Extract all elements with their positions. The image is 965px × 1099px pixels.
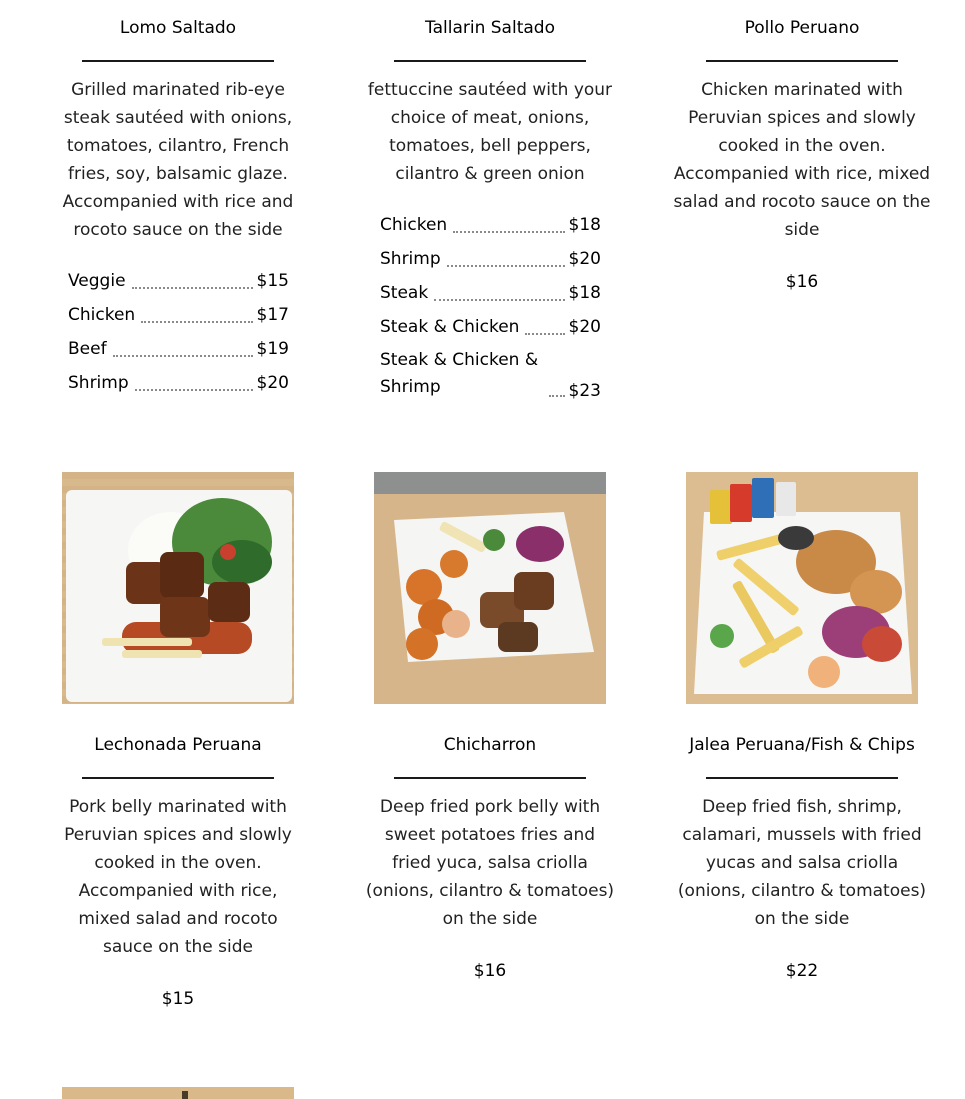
option-name: Steak [380, 283, 429, 303]
pork-plate-photo [62, 472, 294, 704]
item-description: Deep fried fish, shrimp, calamari, mussels with fried yucas and salsa criolla (onions, cilantro & tomatoes) on the side [677, 797, 927, 929]
price-row [68, 335, 289, 369]
price-row [68, 267, 289, 301]
option-name: Veggie [68, 271, 126, 291]
item-price: $16 [785, 272, 819, 292]
title-divider [82, 777, 274, 779]
price-row [68, 301, 289, 335]
item-title: Lomo Saltado [119, 18, 237, 38]
title-divider [394, 60, 586, 62]
chicharron-plate-photo [374, 472, 606, 704]
option-name: Steak & Chicken & Shrimp [380, 350, 539, 397]
next-dish-photo [62, 1087, 294, 1099]
option-price: $20 [256, 373, 289, 393]
price-list-tallarin-saltado [380, 211, 601, 401]
option-price: $15 [256, 271, 289, 291]
item-title: Tallarin Saltado [425, 18, 555, 38]
menu-item-tallarin-saltado [364, 18, 616, 188]
menu-item-pollo-peruano [670, 18, 934, 292]
price-row [380, 279, 601, 313]
dot-leader [549, 383, 565, 397]
menu-item-chicharron [364, 735, 616, 981]
menu-item-jalea-peruana [670, 735, 934, 981]
option-price: $18 [568, 283, 601, 303]
item-title: Chicharron [443, 735, 537, 755]
option-name: Chicken [380, 215, 448, 235]
item-description: Chicken marinated with Peruvian spices and slowly cooked in the oven. Accompanied with rice, mixed salad and rocoto sauce on the side [673, 80, 931, 240]
dot-leader [447, 253, 565, 267]
menu-item-lomo-saltado [52, 18, 304, 244]
item-title: Jalea Peruana/Fish & Chips [689, 735, 915, 755]
dot-leader [135, 377, 253, 391]
item-price: $22 [785, 961, 819, 981]
item-description: Pork belly marinated with Peruvian spices and slowly cooked in the oven. Accompanied with rice, mixed salad and rocoto sauce on the side [64, 797, 292, 957]
dot-leader [113, 343, 253, 357]
option-price: $17 [256, 305, 289, 325]
option-price: $18 [568, 215, 601, 235]
item-title: Lechonada Peruana [94, 735, 262, 755]
jalea-plate-photo [686, 472, 918, 704]
option-name: Shrimp [380, 249, 441, 269]
dot-leader [434, 287, 564, 301]
option-price: $20 [568, 249, 601, 269]
price-row [380, 313, 601, 347]
title-divider [706, 777, 898, 779]
menu-item-lechonada-peruana [52, 735, 304, 1009]
item-description: Deep fried pork belly with sweet potatoes fries and fried yuca, salsa criolla (onions, cilantro & tomatoes) on the side [365, 797, 615, 929]
option-name: Beef [68, 339, 107, 359]
option-name: Steak & Chicken [380, 317, 520, 337]
option-price: $23 [568, 381, 601, 401]
price-list-lomo-saltado [68, 267, 289, 403]
option-price: $19 [256, 339, 289, 359]
item-description: fettuccine sautéed with your choice of meat, onions, tomatoes, bell peppers, cilantro & green onion [367, 80, 613, 184]
item-description: Grilled marinated rib-eye steak sautéed with onions, tomatoes, cilantro, French fries, soy, balsamic glaze. Accompanied with rice and rocoto sauce on the side [62, 80, 294, 240]
price-row [380, 211, 601, 245]
title-divider [394, 777, 586, 779]
price-row [380, 347, 601, 401]
item-price: $16 [473, 961, 507, 981]
item-price: $15 [161, 989, 195, 1009]
option-name: Chicken [68, 305, 136, 325]
price-row [68, 369, 289, 403]
item-title: Pollo Peruano [744, 18, 860, 38]
option-price: $20 [568, 317, 601, 337]
option-name: Shrimp [68, 373, 129, 393]
dot-leader [453, 219, 564, 233]
dot-leader [132, 275, 253, 289]
title-divider [706, 60, 898, 62]
title-divider [82, 60, 274, 62]
price-row [380, 245, 601, 279]
dot-leader [141, 309, 252, 323]
dot-leader [525, 321, 564, 335]
